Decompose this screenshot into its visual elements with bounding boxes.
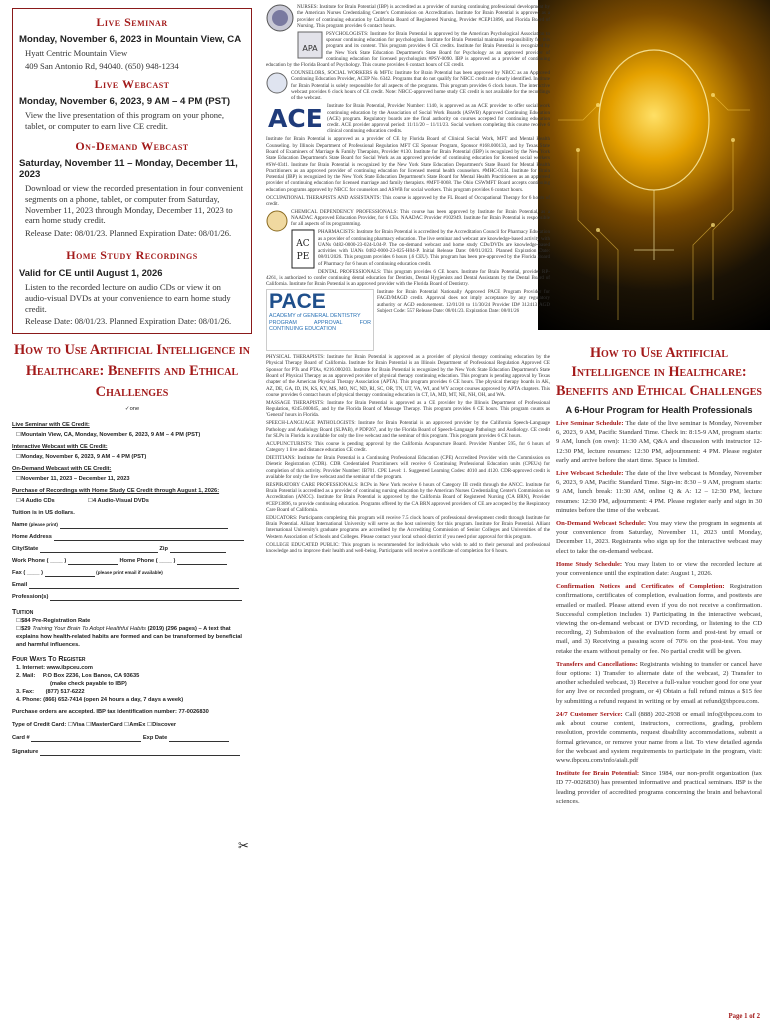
ibp-text: Since 1984, our non-profit organization (tax ID 77-0026830) has presented informative and practical seminars. IBP is the leading provider of accredited programs concerning the brain and behavioral sciences. — [556, 770, 762, 805]
massage-therapists-text: MASSAGE THERAPISTS: Institute for Brain Potential is approved as a CE provider by the Illinois Department of Professional Regulation, #245.000045, and by the Florida Board of Massage Therapy. This program provides 6 CE hours. This program counts as 'General' hours in Florida. — [266, 399, 550, 419]
live-webcast-desc: View the live presentation of this program on your phone, tablet, or computer to earn live CE credit. — [25, 110, 225, 131]
customer-service-heading: 24/7 Customer Service: — [556, 710, 623, 718]
home-address-label: Home Address — [12, 533, 52, 540]
exp-date-label: Exp Date — [142, 734, 168, 741]
dental-text: DENTAL PROFESSIONALS: This program provides 6 CE hours. Institute for Brain Potential, provider RP-4261, is authorized to confer continuing dental education for Dentists, Dental Hygienists and Dental Assistants by the Dental Board of California. Institute for Brain Potential is an approved provider with the Florida Board of Dentistry. — [266, 268, 550, 288]
live-seminar-option: Mountain View, CA, Monday, November 6, 2023, 9 AM – 4 PM (PST) — [21, 431, 201, 438]
professions-label: Profession(s) — [12, 593, 49, 600]
on-demand-schedule-heading: On-Demand Webcast Schedule: — [556, 520, 647, 528]
page-number: Page 1 of 2 — [728, 1013, 760, 1020]
chemical-dependency-text: CHEMICAL DEPENDENCY PROFESSIONALS: This course has been approved by Institute for Brain Potential, as a NAADAC Approved Education Provider, for 6 CEs. NAADAC Provider #102949. Institute for Brain Potential is responsible for all aspects of its programming. — [291, 208, 550, 228]
purchase-orders-note: Purchase orders are accepted. IBP tax identification number: 77-0026830 — [12, 708, 209, 715]
tuition-note: Tuition is in US dollars. — [12, 509, 75, 516]
schedule-box — [12, 8, 252, 334]
acpe-logo-icon — [291, 229, 315, 269]
amex-label: AmEx — [129, 721, 146, 728]
on-demand-credit-heading: On-Demand Webcast with CE Credit: — [12, 465, 112, 472]
accreditation-column — [266, 4, 550, 1020]
email-label: Email — [12, 581, 28, 588]
pace-logo-line1: ACADEMY of GENERAL DENTISTRY — [269, 313, 361, 320]
svg-text:AC: AC — [296, 239, 310, 250]
zip-field[interactable] — [170, 546, 226, 553]
ace-text: Institute for Brain Potential, Provider Number: 1140, is approved as an ACE provider to offer social work continuing education by the Association of Social Work Boards (ASWB) Approved Continuing Education (ACE) program. Regulatory boards are the final authority on courses accepted for continuing education credit. ACE provider approval period: 11/11/20 – 11/11/23. Social workers completing this course receive 6 clinical continuing education credits. — [327, 103, 550, 135]
transfers-text: Registrants wishing to transfer or cancel have four options: 1) Transfer to alternate date of the webcast, 2) Transfer to another scheduled webcast, 3) Receive a full-value voucher good for one year for any live or recorded program, or 4) Obtain a full refund minus a $15 fee by submitting a refund request in writing or by email at refund@ibpceu.com. — [556, 660, 762, 705]
name-note: (please print) — [29, 521, 58, 527]
register-mail-address: P.O Box 2236, Los Banos, CA 93635 — [42, 672, 140, 679]
respiratory-care-text: RESPIRATORY CARE PROFESSIONALS: RCPs in New York receive 6 hours of Category III credit through the ANCC. Institute for Brain Potential is accredited as a provider of continuing nursing education by the American Nurses Credentialing Center's Commission on Accreditation (ANCC). Institute for Brain Potential is approved by the California Board of Registered Nursing (CA BRN), Provider #CEP13896, to provide continuing education. Programs offered by the CA BRN approved providers of CE are accepted by the Respiratory Care Board of California. — [266, 481, 550, 513]
mastercard-label: MasterCard — [91, 721, 123, 728]
registration-form — [12, 340, 252, 756]
live-webcast-date: Monday, November 6, 2023, 9 AM – 4 PM (PST) — [19, 96, 231, 108]
ace-logo-icon — [266, 103, 324, 131]
register-heading: Four Ways To Register — [12, 653, 86, 663]
register-mail-label: 2. Mail: — [16, 672, 36, 679]
register-fax-label: 3. Fax: — [16, 688, 35, 695]
home-address-field[interactable] — [54, 534, 244, 541]
svg-text:PE: PE — [296, 252, 310, 263]
home-study-desc: Listen to the recorded lecture on audio CDs or view it on audio-visual DVDs at your convenience to earn home study credit. — [25, 282, 231, 314]
exp-date-field[interactable] — [169, 735, 229, 742]
nbcc-logo-icon — [266, 70, 288, 96]
home-study-schedule-heading: Home Study Schedule: — [556, 560, 623, 568]
apa-logo-icon — [297, 31, 323, 59]
speech-language-text: SPEECH-LANGUAGE PATHOLOGISTS: Institute for Brain Potential is an approved provider by the California Speech-Language Pathology and Audiology Board (SLPAB), # PDP267, and by the Florida Board of Speech-Language Pathology and Audiology. CE credit for SLPs in Florida is available for only the live webcast and the seminar of this program. This program provides 6 CE hours. — [266, 420, 550, 439]
acupuncturists-text: ACUPUNCTURISTS: This course is pending approval by the California Acupuncture Board. Provider Number 595, for 6 hours of Category 1 live and distance education CE credit. — [266, 440, 550, 454]
college-public-text: COLLEGE EDUCATED PUBLIC: This program is recommended for individuals who wish to add to their personal and professional knowledge and to improve their health and well-being. Participants will receive a certificate of completion for 6 hours. — [266, 541, 550, 554]
book-title: Training Your Brain To Adopt Healthful Habits — [32, 625, 147, 632]
ancc-logo-icon — [266, 4, 294, 32]
webcast-credit-heading: Interactive Webcast with CE Credit: — [12, 443, 108, 450]
scissors-icon: ✂ — [238, 838, 249, 853]
on-demand-option: November 11, 2023 – December 11, 2023 — [21, 475, 130, 482]
program-info-column — [556, 330, 762, 1020]
email-field[interactable] — [29, 582, 239, 589]
home-phone-field[interactable] — [177, 558, 227, 565]
pace-logo-line2: PROGRAM APPROVAL FOR CONTINUING EDUCATION — [269, 319, 371, 332]
live-seminar-heading: Live Seminar — [96, 15, 168, 29]
pace-logo — [266, 289, 374, 351]
pace-text: Institute for Brain Potential Nationally Approved PACE Program Provider for FAGD/MAGD credit. Approval does not imply acceptance by any regulatory authority or AGD endorsement. 12/01/20 to 11/30/24 Provider ID# 312413 AGD Subject Code: 557 Release Date: 08/01/23. Expiration Date: 08/01/26 — [377, 289, 550, 314]
signature-field[interactable] — [40, 749, 240, 756]
pre-registration-rate: $84 Pre-Registration Rate — [21, 617, 91, 624]
ai-head-illustration — [538, 0, 770, 330]
register-mail-note: (make check payable to IBP) — [50, 680, 127, 687]
venue-address: 409 San Antonio Rd, 94040. (650) 948-1234 — [25, 60, 179, 71]
work-phone-label: Work Phone ( ____ ) — [12, 557, 67, 564]
zip-label: Zip — [159, 545, 168, 552]
professions-field[interactable] — [50, 594, 242, 601]
city-state-field[interactable] — [40, 546, 158, 553]
live-seminar-schedule: The date of the live seminar is Monday, November 6, 2023, 9 AM, Pacific Standard Time. Check in: 8:15-9 AM, program starts: 9 AM, lunch (on own): 11:30 AM, Q&A and discussion with instructor 12-12:30 PM, lecture resumes: 12:30 PM, adjournment: 4 PM. Please register early and arrive before the start time. Space is limited. — [556, 420, 762, 464]
tuition-heading: Tuition — [12, 606, 34, 616]
register-internet: 1. Internet: www.ibpceu.com — [16, 664, 93, 671]
city-state-label: City/State — [12, 545, 39, 552]
signature-label: Signature — [12, 748, 39, 755]
confirmation-heading: Confirmation Notices and Certificates of Completion: — [556, 583, 725, 591]
home-study-release: Release Date: 08/01/23. Planned Expiration Date: 08/01/26. — [25, 316, 232, 327]
on-demand-schedule: You may view the program in segments at your convenience from Saturday, November 11, 2023 until Monday, December 11, 2023. Registrants who sign up for the interactive webcast may elect to take the on-demand webcast. — [556, 520, 762, 555]
fax-note: (please print email if available) — [96, 569, 163, 575]
card-type-label: Type of Credit Card: — [12, 721, 67, 728]
live-webcast-schedule: The date of the live webcast is Monday, November 6, 2023, 9 AM, Pacific Standard Time. Sign-in: 8:30 – 9 AM, program starts: 9 AM, lunch break: 11:30 AM, online Q & A: 12 – 12:30 PM, lecture resumes: 12:30 PM, adjournment: 4 PM. Please register early and sign in 30 minutes before the time of the webcast. — [556, 470, 762, 514]
name-label: Name — [12, 521, 28, 528]
card-number-field[interactable] — [31, 735, 141, 742]
live-webcast-heading: Live Webcast — [94, 77, 170, 92]
transfers-heading: Transfers and Cancellations: — [556, 660, 638, 668]
ibp-heading: Institute for Brain Potential: — [556, 770, 640, 778]
webcast-option: Monday, November 6, 2023, 9 AM – 4 PM (PST) — [21, 453, 147, 460]
check-one-note: ✓one — [124, 405, 140, 412]
pace-logo-word: PACE — [269, 290, 326, 314]
dietitians-text: DIETITIANS: Institute for Brain Potential is a Continuing Professional Education (CPE) Accredited Provider with the Commission on Dietetic Registration (CDR). CDR Credentialed Practitioners will receive 6 Continuing Professional Education units (CPEUs) for completion of this activity. Provider Number: IB701. CPE Level: 1. Suggested Learning Codes: 4010 and 4120. CDR-approved credit is available for only the live webcast and the seminar of the program. — [266, 454, 550, 480]
svg-text:ACE: ACE — [268, 104, 323, 132]
name-field[interactable] — [60, 522, 228, 529]
ot-text: OCCUPATIONAL THERAPISTS AND ASSISTANTS: This course is approved by the FL Board of Occupational Therapy for 6 hours of credit. — [266, 194, 550, 207]
fax-field[interactable] — [45, 570, 95, 577]
live-seminar-date: Monday, November 6, 2023 in Mountain View, CA — [19, 34, 242, 45]
program-title: How to Use Artificial Intelligence in Healthcare: Benefits and Ethical Challenges — [556, 345, 762, 399]
educators-text: EDUCATORS: Participants completing this program will receive 7.5 clock hours of professional development credit through Institute for Brain Potential. Alliant International University will serve as the host university for this program. Institute for Brain Potential. Alliant International University's graduate programs are accredited by the Accrediting Commission of Senior Colleges and Universities of the Western Association of Schools and Colleges. Please contact your local school district if you need prior approval for this program. — [266, 514, 550, 540]
psychologists-text: PSYCHOLOGISTS: Institute for Brain Potential is approved by the American Psychological Association to sponsor continuing education for psychologists. Institute for Brain Potential maintains responsibility for this program and its content. This program provides 6 CE credits. Institute for Brain Potential is recognized by the New York State Education Department's State Board for Psychology as an approved provider of continuing education for licensed psychologists #PSY-0090. IBP is approved as a provider of continuing education by the Florida Board of Psychology. This course provides 6 contact hours of CE credit. — [266, 30, 550, 69]
on-demand-release: Release Date: 08/01/23. Planned Expiration Date: 08/01/26. — [25, 227, 232, 238]
form-title: How to Use Artificial Intelligence in Healthcare: Benefits and Ethical Challenges — [14, 341, 250, 400]
register-phone: 4. Phone: (866) 652-7414 (open 24 hours a day, 7 days a week) — [16, 696, 184, 703]
venue-name: Hyatt Centric Mountain View — [25, 48, 128, 58]
counselors-text: COUNSELORS, SOCIAL WORKERS & MFTs: Institute for Brain Potential has been approved by NBCC as an Approved Continuing Education Provider, ACEP No. 6342. Programs that do not qualify for NBCC credit are clearly identified. Institute for Brain Potential is solely responsible for all aspects of the programs. This program provides 6 clock hours. The interactive webcast provides 6 clock hours of CE credit. Note: NBCC-approved home study CE credit is not available for the recordings of the webcast. — [291, 70, 550, 102]
live-seminar-credit-heading: Live Seminar with CE Credit: — [12, 421, 90, 428]
card-label: Card # — [12, 734, 30, 741]
on-demand-heading: On-Demand Webcast — [75, 139, 189, 154]
visa-label: Visa — [72, 721, 85, 728]
dvds-label: 4 Audio-Visual DVDs — [93, 497, 149, 504]
home-phone-label: Home Phone ( ____ ) — [119, 557, 176, 564]
register-fax-number: (877) 517-6222 — [45, 688, 85, 695]
fax-label: Fax ( ____ ) — [12, 569, 43, 576]
book-pages: (2019) (296 pages) — [147, 625, 197, 632]
on-demand-desc: Download or view the recorded presentation in four convenient segments on a phone, tablet, or computer from Saturday, November 11, 2023 through Monday, December 11, 2023 to earn home study credit. — [25, 183, 244, 226]
naadac-logo-icon — [266, 209, 288, 233]
on-demand-date: Saturday, November 11 – Monday, December 11, 2023 — [19, 158, 238, 181]
nurses-text: NURSES: Institute for Brain Potential (IBP) is accredited as a provider of nursing continuing professional development by the American Nurses Credentialing Center's Commission on Accreditation. Institute for Brain Potential is approved as a provider of continuing education by California Board of Registered Nursing, Provider #CEP13896, and Florida Board of Nursing. This program provides 6 contact hours. — [297, 4, 550, 29]
home-study-valid: Valid for CE until August 1, 2026 — [19, 267, 163, 279]
pharmacists-text: PHARMACISTS: Institute for Brain Potential is accredited by the Accreditation Council for Pharmacy Education as a provider of continuing pharmacy education. The live seminar and webcast are knowledge-based activity with UANs 0482-0000-23-024-L04-P. The on-demand webcast and home study CDs/DVDs are knowledge-based activities with UANs 0482-0000-23-025-H04-P. Initial Release Date: 08/01/2023. Planned Expiration Date: 08/01/2026. This program provides 6 hours (.6 CEU). This program has been pre-approved by the Florida Board of Pharmacy for 6 hours of continuing education credit. — [318, 229, 550, 267]
audio-cds-label: 4 Audio CDs — [21, 497, 55, 504]
mft-text: Institute for Brain Potential is approved as a provider of CE by Florida Board of Clinical Social Work, MFT and Mental Health Counseling. by Illinois Department of Professional Regulation MFT CE Sponsor Program, Sponsor #168.000133, and by Texas State Board of Examiners of Marriage & Family Therapists, Provider #130. Institute for Brain Potential (IBP) is recognized by the New York State Education Department's State Board for Social Work as an approved provider of continuing education for licensed social workers #SW-0341. Institute for Brain Potential is recognized by the New York State Education Department's State Board for Mental Health Practitioners as an approved provider of continuing education for licensed mental health counselors. #MHC-0134. Institute for Brain Potential (IBP) is recognized by the New York State Education Department's State Board for Mental Health Practitioners as an approved provider of continuing education for licensed marriage and family therapists. #MFT-0068. The Ohio CSWMFT Board accepts continuing education programs approved by NBCC for counselors and ASWB for social workers. This program provides 6 contact hours. — [266, 136, 550, 193]
registration-column — [12, 8, 252, 1018]
book-price: $29 — [21, 625, 31, 632]
program-subtitle: A 6-Hour Program for Health Professionals — [565, 405, 753, 415]
live-seminar-schedule-heading: Live Seminar Schedule: — [556, 420, 624, 427]
svg-text:APA: APA — [302, 43, 318, 53]
book-desc: – A text that explains how health-related habits are formed and can be transformed by beneficial and harmful influences. — [16, 625, 242, 648]
customer-service-text: Call (888) 202-2938 or email info@ibpceu.com to ask about course content, instructors, corrections, grading, problem resolution, provide comments, request disability accommodations, submit a formal grievance, or remove your name from a list. To view detailed agenda for the webcast and system requirements to participate in the program, visit: www.ibpceu.com/info/aiali.pdf — [556, 710, 762, 764]
discover-label: Discover — [152, 721, 177, 728]
live-webcast-schedule-heading: Live Webcast Schedule: — [556, 470, 624, 478]
circuit-head-graphic — [538, 0, 770, 330]
home-study-schedule: You may listen to or view the recorded lecture at your convenience until the expiration date: August 1, 2026. — [556, 560, 762, 578]
recordings-heading: Purchase of Recordings with Home Study CE Credit through August 1, 2026: — [12, 487, 220, 494]
confirmation-text: Registration confirmations, certificates of completion, evaluation forms, and posttests are emailed or mailed. Please attend even if you do not receive a confirmation. Successful completion includes 1) Participating in the interactive webcast, viewing the on-demand webcast or DVD recording, or listening to the CD recording, 2) Submission of the evaluation form and post-test by email or mail, and 3) Receiving a passing score of 70% on the post-test. You may retake the exam without penalty or fee. No partial credit will be given. — [556, 583, 762, 655]
work-phone-field[interactable] — [68, 558, 118, 565]
home-study-heading: Home Study Recordings — [66, 248, 198, 263]
physical-therapists-text: PHYSICAL THERAPISTS: Institute for Brain Potential is approved as a provider of physical therapy continuing education by the Physical Therapy Board of California. Institute for Brain Potential is an Illinois Department of Professional Regulation Approved CE Sponsor for PTs and PTAs, #216.000203. Institute for Brain Potential is recognized by the New York State Education Department's State Board of Physical Therapy as an approved provider of physical therapy continuing education. This program is pending approval by Texas chapter of the American Physical Therapy Association (APTA). This program provides 6 CE hours. The physical therapy boards in AK, AZ, DE, GA, ID, IN, KS, KY, MS, MO, NC, ND, RI, SC, OR, TN, UT, VA, WI, and WY accept courses approved by APTA chapters. This course provides 6 contact hours of physical therapy continuing education in CT, IA, MD, MT, NE, NH, OH, and WA. — [266, 354, 550, 398]
